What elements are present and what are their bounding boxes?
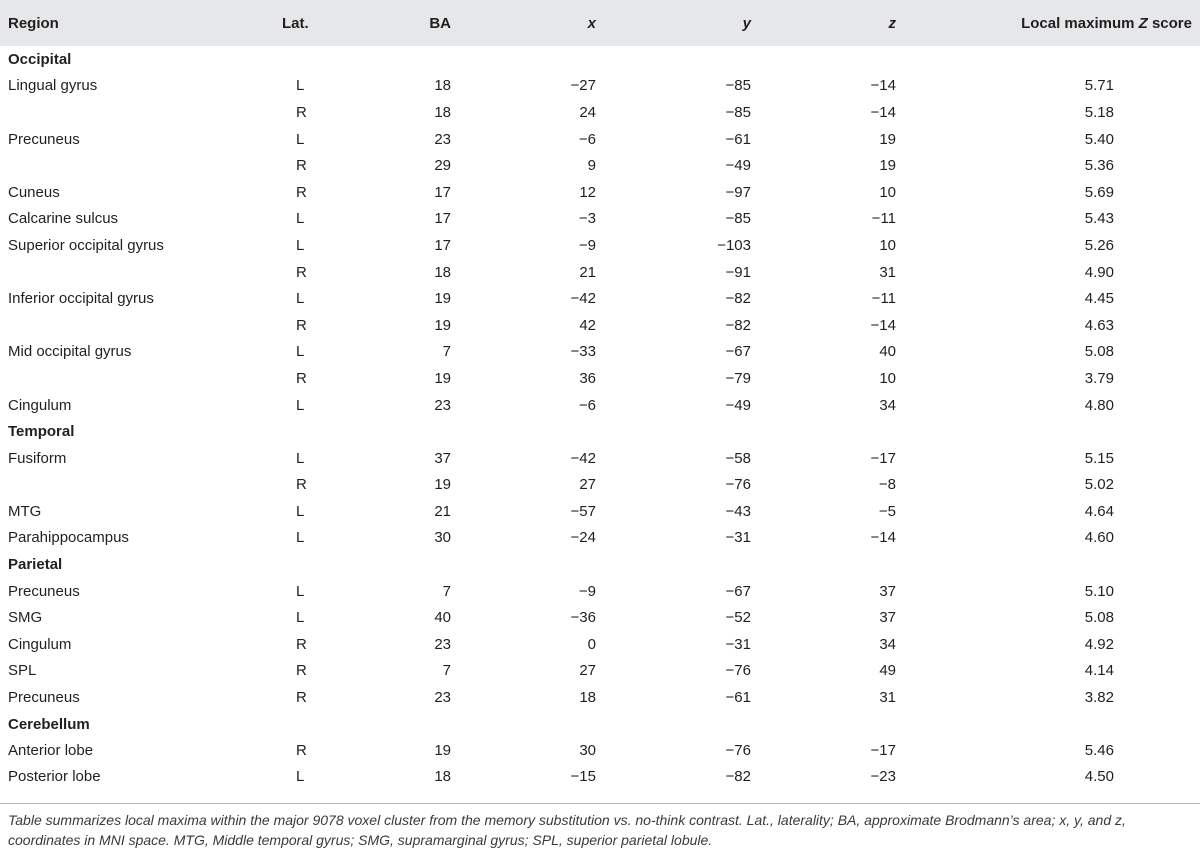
table-row <box>0 658 1200 685</box>
z-cell: −17 <box>870 742 896 760</box>
region-cell: Parahippocampus <box>8 529 129 547</box>
x-cell: −33 <box>570 343 596 361</box>
x-cell: −42 <box>570 290 596 308</box>
header-lat: Lat. <box>282 14 309 32</box>
z-cell: 37 <box>879 582 896 600</box>
ba-cell: 17 <box>434 183 451 201</box>
y-cell: −103 <box>717 236 751 254</box>
score-cell: 5.43 <box>1084 210 1114 228</box>
table-row <box>0 472 1200 499</box>
table-row <box>0 126 1200 153</box>
y-cell: −76 <box>725 476 751 494</box>
region-cell: Cingulum <box>8 396 72 414</box>
table-row <box>0 365 1200 392</box>
ba-cell: 7 <box>442 662 451 680</box>
group-label: Temporal <box>8 423 75 441</box>
x-cell: 27 <box>579 662 596 680</box>
x-cell: −27 <box>570 77 596 95</box>
region-cell: Precuneus <box>8 689 80 707</box>
table-row <box>0 73 1200 100</box>
score-cell: 5.26 <box>1084 236 1114 254</box>
x-cell: −9 <box>578 236 596 254</box>
table-row <box>0 498 1200 525</box>
ba-cell: 30 <box>434 529 451 547</box>
lat-cell: L <box>296 609 305 627</box>
score-cell: 5.71 <box>1084 77 1114 95</box>
y-cell: −85 <box>725 77 751 95</box>
x-cell: −57 <box>570 502 596 520</box>
y-cell: −85 <box>725 103 751 121</box>
score-cell: 5.08 <box>1084 343 1114 361</box>
score-cell: 4.14 <box>1084 662 1114 680</box>
region-cell: MTG <box>8 502 42 520</box>
ba-cell: 23 <box>434 130 451 148</box>
score-cell: 4.63 <box>1084 316 1114 334</box>
x-cell: 36 <box>579 369 596 387</box>
y-cell: −49 <box>725 157 751 175</box>
lat-cell: R <box>296 742 307 760</box>
table-row <box>0 764 1200 791</box>
group-row-parietal <box>0 551 1200 578</box>
lat-cell: R <box>296 316 307 334</box>
header-x: x <box>587 14 596 32</box>
y-cell: −82 <box>725 316 751 334</box>
score-cell: 5.15 <box>1084 449 1114 467</box>
table-bottom-rule <box>0 803 1200 804</box>
lat-cell: L <box>296 210 305 228</box>
lat-cell: L <box>296 77 305 95</box>
region-cell: Inferior occipital gyrus <box>8 290 154 308</box>
lat-cell: R <box>296 662 307 680</box>
table-row <box>0 152 1200 179</box>
score-cell: 5.02 <box>1084 476 1114 494</box>
z-cell: −17 <box>870 449 896 467</box>
group-label: Occipital <box>8 50 72 68</box>
y-cell: −31 <box>725 529 751 547</box>
score-cell: 3.79 <box>1084 369 1114 387</box>
lat-cell: L <box>296 449 305 467</box>
x-cell: −24 <box>570 529 596 547</box>
ba-cell: 23 <box>434 396 451 414</box>
ba-cell: 21 <box>434 502 451 520</box>
x-cell: −3 <box>578 210 596 228</box>
table-row <box>0 179 1200 206</box>
header-ba: BA <box>429 14 451 32</box>
score-cell: 4.45 <box>1084 290 1114 308</box>
ba-cell: 23 <box>434 689 451 707</box>
region-cell: SMG <box>8 609 43 627</box>
x-cell: −15 <box>570 767 596 785</box>
x-cell: 42 <box>579 316 596 334</box>
ba-cell: 23 <box>434 635 451 653</box>
ba-cell: 7 <box>442 343 451 361</box>
x-cell: 9 <box>587 157 596 175</box>
score-cell: 5.10 <box>1084 582 1114 600</box>
region-cell <box>0 99 270 126</box>
table-row <box>0 684 1200 711</box>
x-cell: −9 <box>578 582 596 600</box>
table-row <box>0 99 1200 126</box>
group-row-cerebellum <box>0 711 1200 738</box>
z-cell: 31 <box>879 689 896 707</box>
z-cell: −11 <box>871 210 896 228</box>
y-cell: −52 <box>725 609 751 627</box>
lat-cell: R <box>296 635 307 653</box>
region-cell: Mid occipital gyrus <box>8 343 132 361</box>
table-body <box>0 46 1200 791</box>
region-cell: SPL <box>8 662 37 680</box>
score-cell: 4.80 <box>1084 396 1114 414</box>
score-cell: 5.36 <box>1084 157 1114 175</box>
table-row <box>0 339 1200 366</box>
region-cell: Superior occipital gyrus <box>8 236 164 254</box>
x-cell: −6 <box>578 130 596 148</box>
ba-cell: 18 <box>434 263 451 281</box>
lat-cell: R <box>296 103 307 121</box>
ba-cell: 19 <box>434 290 451 308</box>
region-cell: Anterior lobe <box>8 742 94 760</box>
lat-cell: R <box>296 476 307 494</box>
x-cell: −36 <box>570 609 596 627</box>
ba-cell: 17 <box>434 236 451 254</box>
table-row <box>0 737 1200 764</box>
table-row <box>0 445 1200 472</box>
lat-cell: L <box>296 767 305 785</box>
lat-cell: R <box>296 369 307 387</box>
y-cell: −58 <box>725 449 751 467</box>
y-cell: −82 <box>725 290 751 308</box>
lat-cell: L <box>296 502 305 520</box>
group-row-temporal <box>0 418 1200 445</box>
region-cell <box>0 472 270 499</box>
region-cell: Lingual gyrus <box>8 77 98 95</box>
table-row <box>0 312 1200 339</box>
header-z: z <box>888 14 896 32</box>
y-cell: −61 <box>725 689 751 707</box>
header-row <box>0 0 1200 46</box>
header-score-suffix: score <box>1147 14 1192 32</box>
x-cell: 24 <box>579 103 596 121</box>
z-cell: −14 <box>870 529 896 547</box>
header-y: y <box>742 14 751 32</box>
y-cell: −49 <box>725 396 751 414</box>
z-cell: 37 <box>879 609 896 627</box>
y-cell: −79 <box>725 369 751 387</box>
score-cell: 5.69 <box>1084 183 1114 201</box>
header-region: Region <box>8 14 59 32</box>
ba-cell: 29 <box>434 157 451 175</box>
region-cell: Fusiform <box>8 449 67 467</box>
table-row <box>0 259 1200 286</box>
ba-cell: 19 <box>434 369 451 387</box>
lat-cell: L <box>296 343 305 361</box>
z-cell: 40 <box>879 343 896 361</box>
score-cell: 5.40 <box>1084 130 1114 148</box>
region-cell: Calcarine sulcus <box>8 210 119 228</box>
table-row <box>0 631 1200 658</box>
lat-cell: R <box>296 689 307 707</box>
score-cell: 4.60 <box>1084 529 1114 547</box>
score-cell: 4.92 <box>1084 635 1114 653</box>
group-label: Cerebellum <box>8 715 90 733</box>
x-cell: −42 <box>570 449 596 467</box>
lat-cell: R <box>296 263 307 281</box>
region-cell: Cuneus <box>8 183 60 201</box>
y-cell: −67 <box>725 582 751 600</box>
z-cell: −14 <box>870 103 896 121</box>
lat-cell: L <box>296 130 305 148</box>
lat-cell: L <box>296 529 305 547</box>
y-cell: −76 <box>725 742 751 760</box>
y-cell: −85 <box>725 210 751 228</box>
region-cell <box>0 259 270 286</box>
header-score-var: Z <box>1138 14 1148 32</box>
table-row <box>0 578 1200 605</box>
z-cell: 34 <box>879 396 896 414</box>
ba-cell: 18 <box>434 77 451 95</box>
ba-cell: 18 <box>434 103 451 121</box>
y-cell: −43 <box>725 502 751 520</box>
region-cell <box>0 365 270 392</box>
z-cell: 10 <box>879 183 896 201</box>
z-cell: 34 <box>879 635 896 653</box>
ba-cell: 19 <box>434 742 451 760</box>
x-cell: 27 <box>579 476 596 494</box>
x-cell: 0 <box>587 635 596 653</box>
ba-cell: 18 <box>434 767 451 785</box>
table-row <box>0 604 1200 631</box>
table-row <box>0 232 1200 259</box>
y-cell: −31 <box>725 635 751 653</box>
table-row <box>0 285 1200 312</box>
table-footnote: Table summarizes local maxima within the major 9078 voxel cluster from the memory substitution vs. no-think contrast. Lat., laterality; BA, approximate Brodmann’s area; x, y, and z, coordinates in MNI space. MTG, Middle temporal gyrus; SMG, supramarginal gyrus; SPL, superior parietal lobule. <box>8 812 1126 848</box>
ba-cell: 19 <box>434 316 451 334</box>
z-cell: −14 <box>870 316 896 334</box>
region-cell <box>0 152 270 179</box>
x-cell: 12 <box>579 183 596 201</box>
score-cell: 4.50 <box>1084 767 1114 785</box>
z-cell: −14 <box>870 77 896 95</box>
y-cell: −82 <box>725 767 751 785</box>
score-cell: 4.90 <box>1084 263 1114 281</box>
score-cell: 5.46 <box>1084 742 1114 760</box>
score-cell: 5.18 <box>1084 103 1114 121</box>
region-cell: Precuneus <box>8 582 80 600</box>
table-row <box>0 392 1200 419</box>
z-cell: 31 <box>879 263 896 281</box>
y-cell: −97 <box>725 183 751 201</box>
z-cell: −23 <box>870 767 896 785</box>
y-cell: −67 <box>725 343 751 361</box>
table-row <box>0 525 1200 552</box>
score-cell: 5.08 <box>1084 609 1114 627</box>
header-score-prefix: Local maximum <box>1021 14 1139 32</box>
lat-cell: L <box>296 236 305 254</box>
region-cell: Posterior lobe <box>8 767 101 785</box>
table-row <box>0 206 1200 233</box>
x-cell: 18 <box>579 689 596 707</box>
ba-cell: 19 <box>434 476 451 494</box>
ba-cell: 17 <box>434 210 451 228</box>
z-cell: −8 <box>878 476 896 494</box>
ba-cell: 40 <box>434 609 451 627</box>
z-cell: 49 <box>879 662 896 680</box>
ba-cell: 37 <box>434 449 451 467</box>
lat-cell: R <box>296 157 307 175</box>
x-cell: −6 <box>578 396 596 414</box>
z-cell: −11 <box>871 290 896 308</box>
score-cell: 3.82 <box>1084 689 1114 707</box>
region-cell: Precuneus <box>8 130 80 148</box>
group-row-occipital <box>0 46 1200 73</box>
z-cell: 19 <box>879 130 896 148</box>
table-header <box>0 0 1200 46</box>
x-cell: 21 <box>579 263 596 281</box>
lat-cell: L <box>296 290 305 308</box>
y-cell: −91 <box>725 263 751 281</box>
z-cell: 19 <box>879 157 896 175</box>
y-cell: −76 <box>725 662 751 680</box>
z-cell: 10 <box>879 236 896 254</box>
y-cell: −61 <box>725 130 751 148</box>
ba-cell: 7 <box>442 582 451 600</box>
group-label: Parietal <box>8 556 63 574</box>
region-cell <box>0 312 270 339</box>
lat-cell: L <box>296 582 305 600</box>
lat-cell: R <box>296 183 307 201</box>
score-cell: 4.64 <box>1084 502 1114 520</box>
x-cell: 30 <box>579 742 596 760</box>
lat-cell: L <box>296 396 305 414</box>
header-score <box>900 0 1200 46</box>
region-cell: Cingulum <box>8 635 72 653</box>
z-cell: 10 <box>879 369 896 387</box>
z-cell: −5 <box>878 502 896 520</box>
